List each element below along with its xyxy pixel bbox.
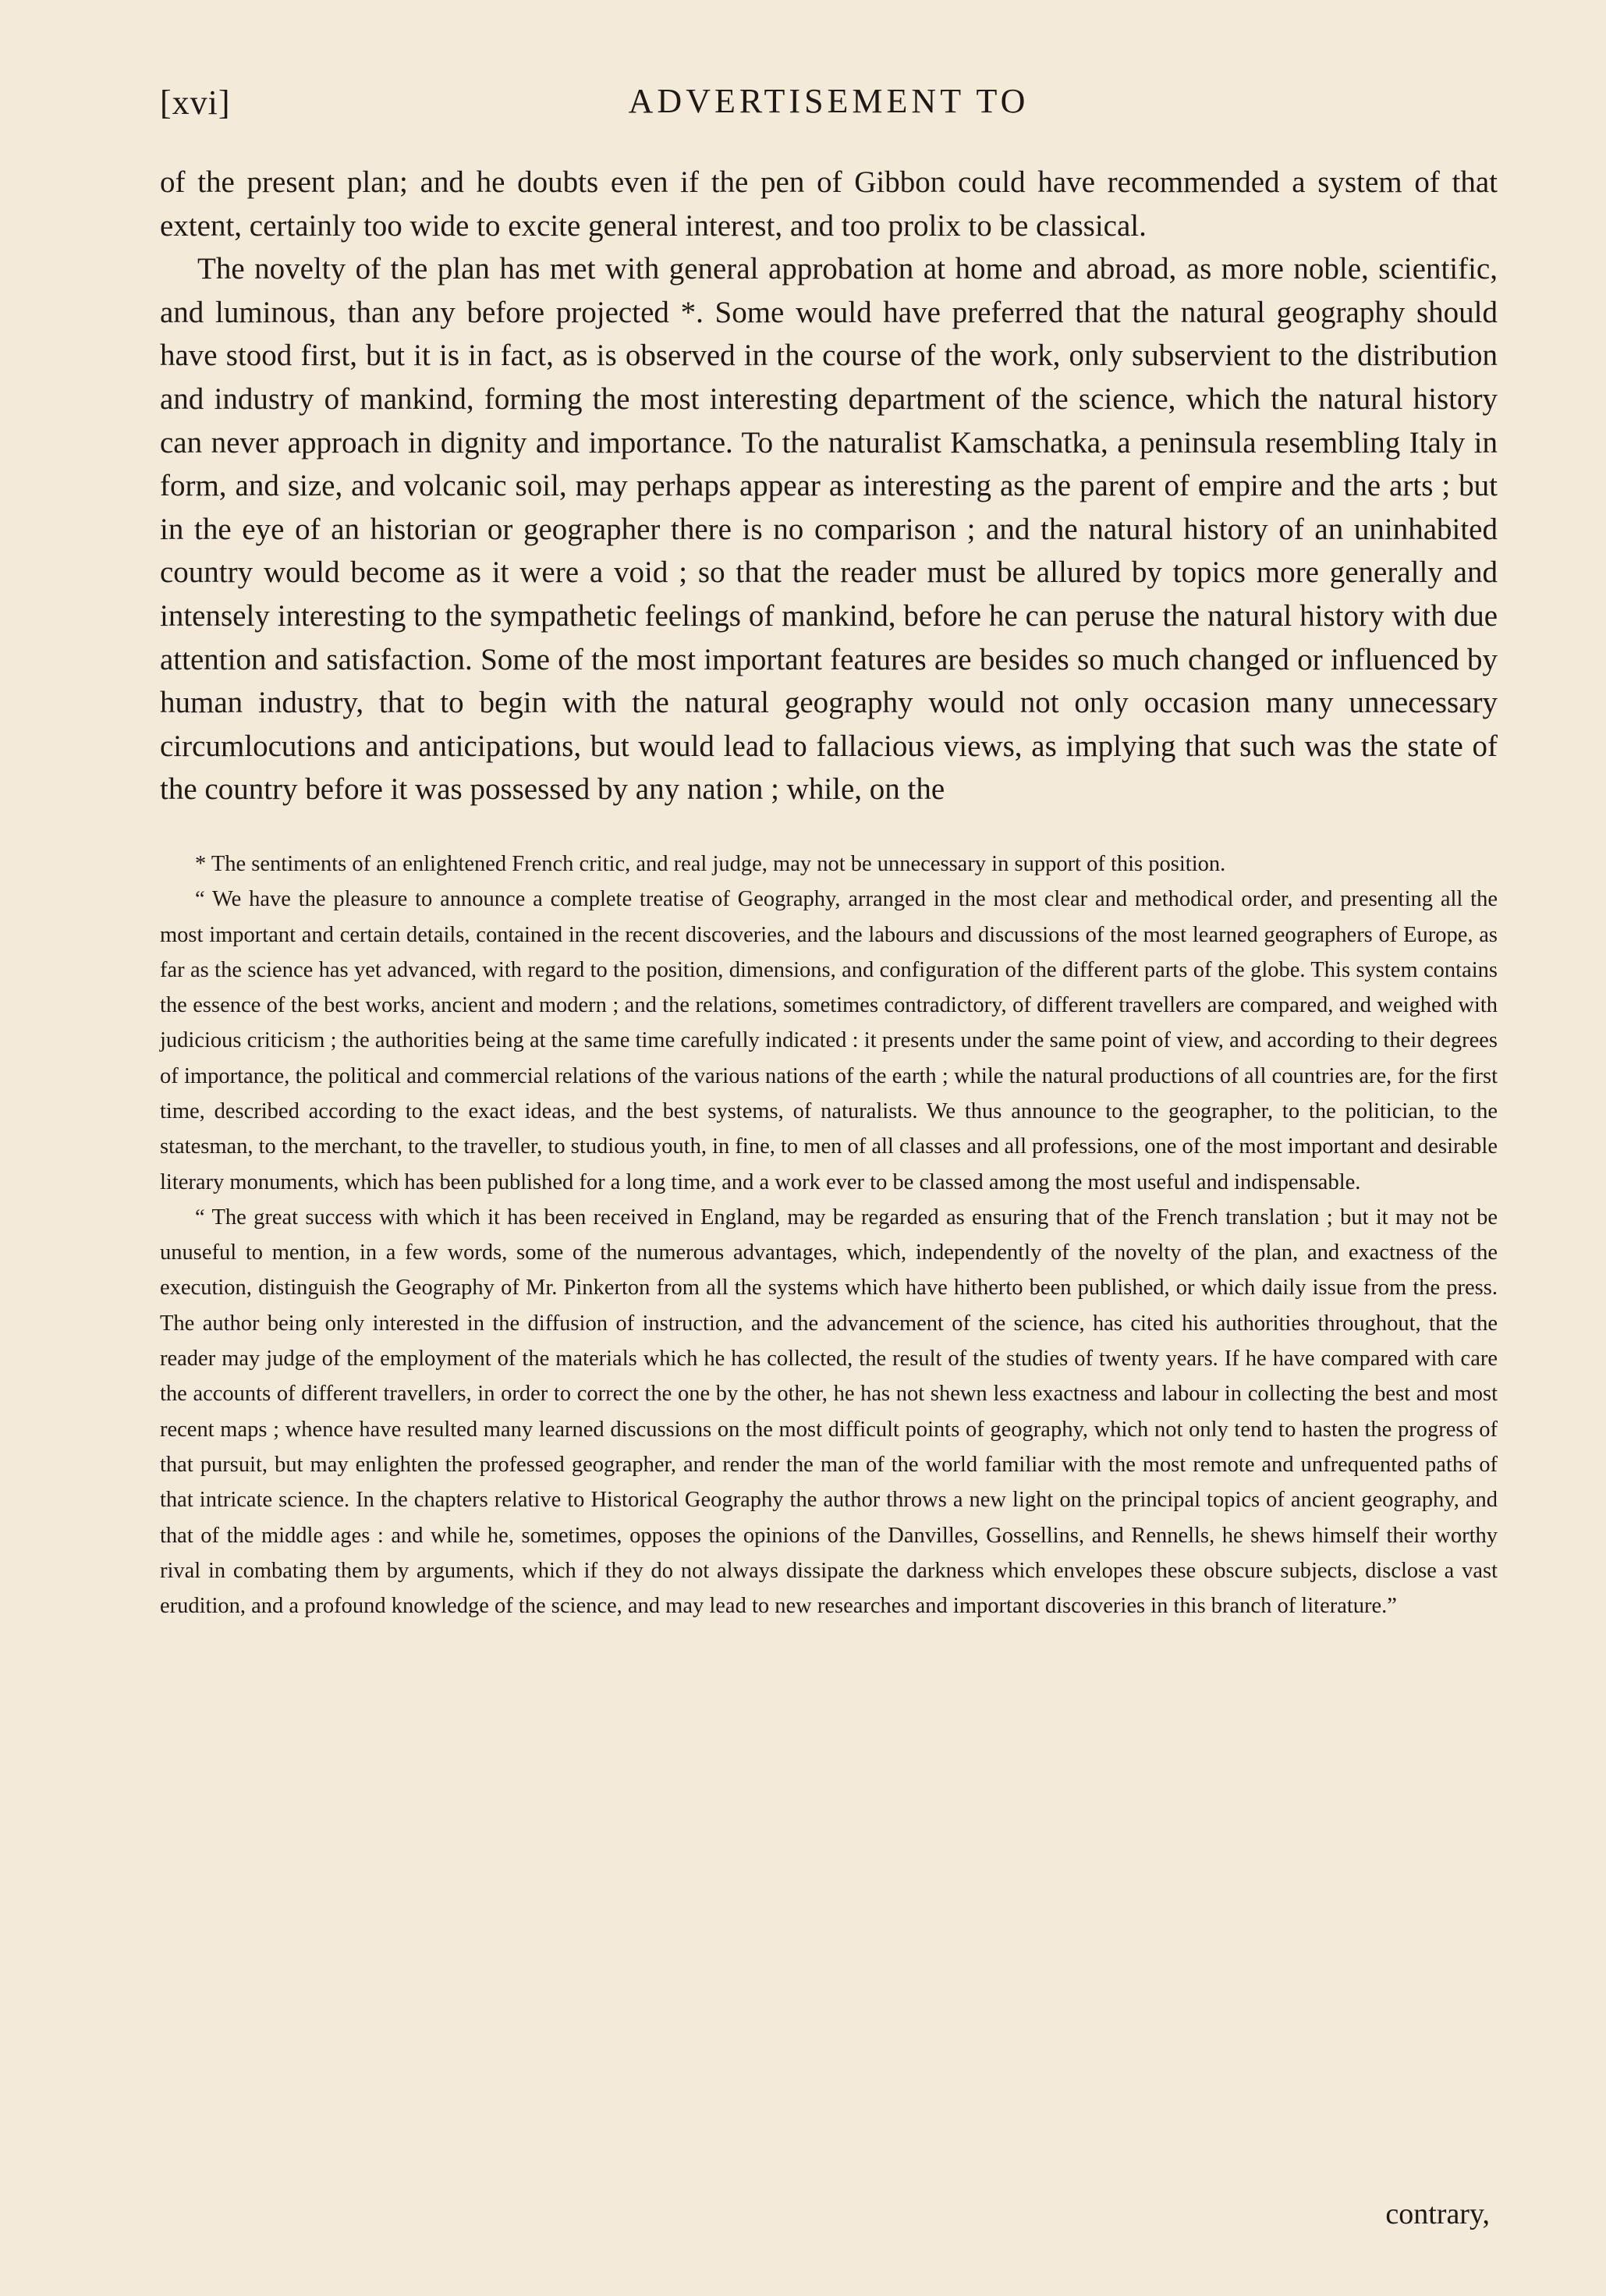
main-text (160, 161, 1498, 811)
footnote-intro: * The sentiments of an enlightened French critic, and real judge, may not be unnecessary in support of this position. (195, 851, 1226, 876)
footnote (160, 846, 1498, 1624)
running-title: ADVERTISEMENT TO (628, 82, 1030, 120)
page-number: [xvi] (160, 83, 231, 122)
footnote-quote-paragraph: “ The great success with which it has been received in England, may be regarded as ensuring that of the French translation ; but it may not be unuseful to mention, in a few words, some of the numerous advantages, which, independently of the novelty of the plan, and exactness of the execution, distinguish the Geography of Mr. Pinkerton from all the systems which have hitherto been published, or which daily issue from the press. The author being only interested in the diffusion of instruction, and the advancement of the science, has cited his authorities throughout, that the reader may judge of the employment of the materials which he has collected, the result of the studies of twenty years. If he have compared with care the accounts of different travellers, in order to correct the one by the other, he has not shewn less exactness and labour in collecting the best and most recent maps ; whence have resulted many learned discussions on the most difficult points of geography, which not only tend to hasten the progress of that pursuit, but may enlighten the professed geographer, and render the man of the world familiar with the most remote and unfrequented paths of that intricate science. In the chapters relative to Historical Geography the author throws a new light on the principal topics of ancient geography, and that of the middle ages : and while he, sometimes, opposes the opinions of the Danvilles, Gossellins, and Rennells, he shews himself their worthy rival in combating them by arguments, which if they do not always dissipate the darkness which envelopes these obscure subjects, disclose a vast erudition, and a profound knowledge of the science, and may lead to new researches and important discoveries in this branch of literature.” (160, 1205, 1498, 1619)
running-head (160, 78, 1498, 140)
paragraph: The novelty of the plan has met with general approbation at home and abroad, as more noble, scientific, and luminous, than any before projected *. Some would have preferred that the natural geography should have stood first, but it is in fact, as is observed in the course of the work, only subservient to the distribution and industry of mankind, forming the most interesting department of the science, which the natural history can never approach in dignity and importance. To the naturalist Kamschatka, a peninsula resembling Italy in form, and size, and volcanic soil, may perhaps appear as interesting as the parent of empire and the arts ; but in the eye of an historian or geographer there is no comparison ; and the natural history of an uninhabited country would become as it were a void ; so that the reader must be allured by topics more generally and intensely interesting to the sympathetic feelings of mankind, before he can peruse the natural history with due attention and satisfaction. Some of the most important features are besides so much changed or influenced by human industry, that to begin with the natural geography would not only occasion many unnecessary circumlocutions and anticipations, but would lead to fallacious views, as implying that such was the state of the country before it was possessed by any nation ; while, on the (160, 252, 1498, 807)
book-page (160, 78, 1498, 2247)
paragraph-continued: of the present plan; and he doubts even if the pen of Gibbon could have recommended a system of that extent, certainly too wide to excite general interest, and too prolix to be classical. (160, 165, 1498, 243)
catchword: contrary, (1385, 2198, 1490, 2230)
footnote-quote-paragraph: “ We have the pleasure to announce a complete treatise of Geography, arranged in the most clear and methodical order, and presenting all the most important and certain details, contained in the recent discoveries, and the labours and discussions of the most learned geographers of Europe, as far as the science has yet advanced, with regard to the position, dimensions, and configuration of the different parts of the globe. This system contains the essence of the best works, ancient and modern ; and the relations, sometimes contradictory, of different travellers are compared, and weighed with judicious criticism ; the authorities being at the same time carefully indicated : it presents under the same point of view, and according to their degrees of importance, the political and commercial relations of the various nations of the earth ; while the natural productions of all countries are, for the first time, described according to the exact ideas, and the best systems, of naturalists. We thus announce to the geographer, to the politician, to the statesman, to the merchant, to the traveller, to studious youth, in fine, to men of all classes and all professions, one of the most important and desirable literary monuments, which has been published for a long time, and a work ever to be classed among the most useful and indispensable. (160, 887, 1498, 1194)
